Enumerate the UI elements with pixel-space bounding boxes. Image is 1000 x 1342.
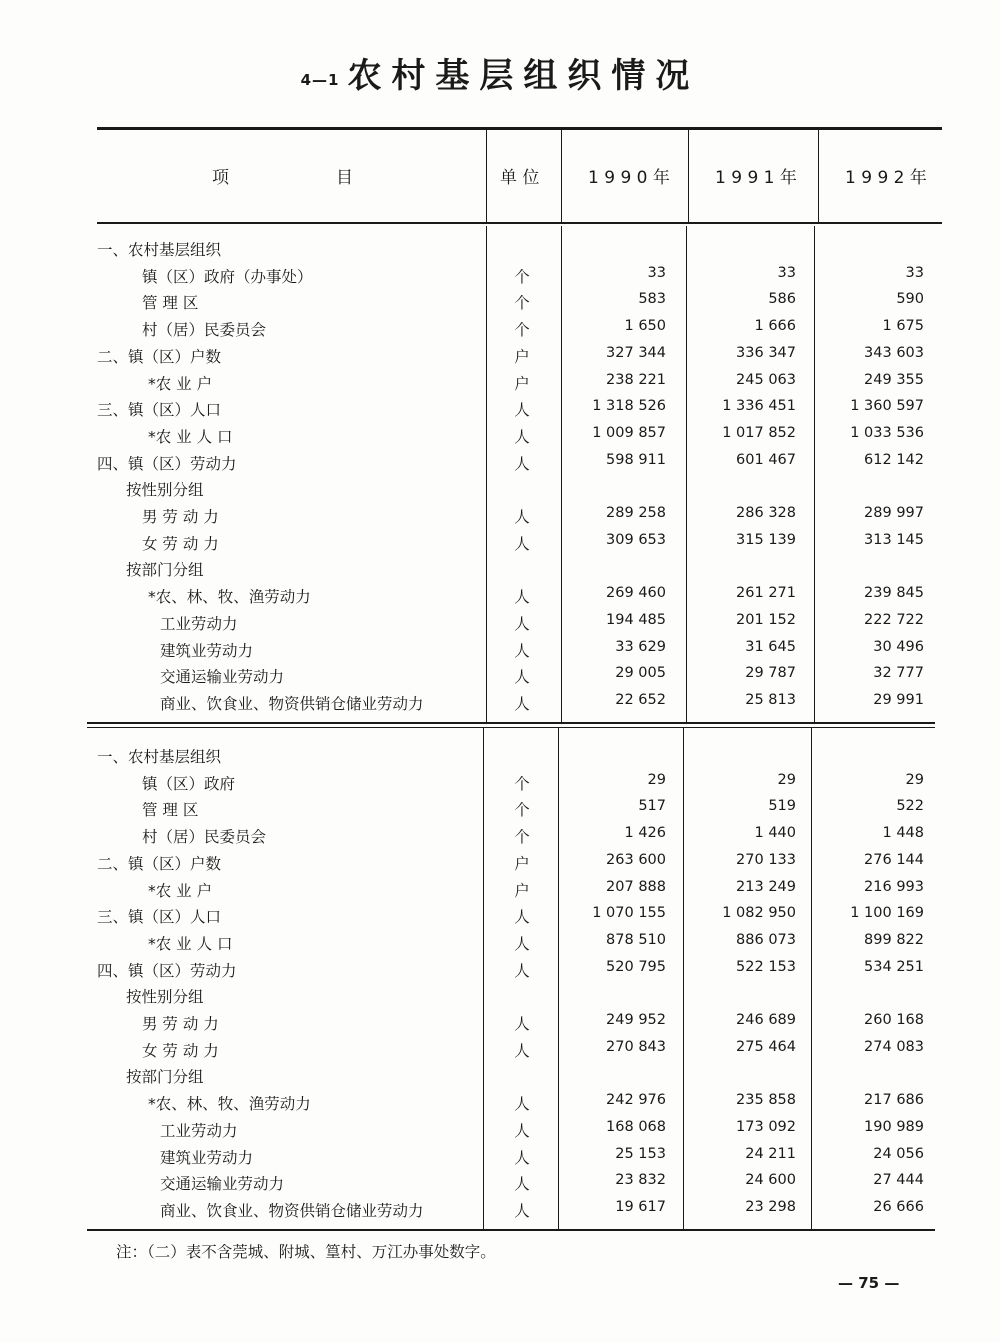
value-1991: 24 600 — [745, 1172, 796, 1189]
row-unit: 个 — [514, 774, 530, 793]
row-label: 二、镇（区）户数 — [97, 347, 222, 366]
row-label: 建筑业劳动力 — [160, 641, 254, 660]
value-1991: 33 — [777, 264, 796, 281]
value-1990: 289 258 — [606, 505, 666, 521]
value-1991: 201 152 — [736, 611, 796, 628]
row-label: 工业劳动力 — [160, 614, 238, 633]
row-unit: 人 — [514, 668, 530, 687]
value-1991: 886 073 — [736, 931, 796, 948]
table-row — [0, 372, 1000, 398]
value-1990: 249 952 — [606, 1012, 666, 1028]
row-label: *农 业 人 口 — [148, 934, 233, 953]
value-1990: 1 009 857 — [592, 424, 666, 441]
value-1990: 327 344 — [606, 344, 666, 361]
row-unit: 人 — [514, 427, 530, 446]
value-1990: 1 318 526 — [592, 398, 666, 415]
value-1992: 216 993 — [864, 878, 924, 895]
value-1990: 1 650 — [624, 318, 666, 335]
value-1991: 235 858 — [736, 1092, 796, 1109]
value-1991: 1 082 950 — [722, 905, 796, 922]
table-row — [0, 425, 1000, 451]
value-1991: 522 153 — [736, 958, 796, 975]
value-1991: 1 440 — [754, 825, 796, 842]
value-1991: 601 467 — [736, 451, 796, 468]
row-unit: 人 — [514, 1175, 530, 1194]
table-row — [0, 692, 1000, 718]
row-unit: 人 — [514, 614, 530, 633]
row-label: 村（居）民委员会 — [142, 828, 267, 847]
column-divider — [486, 130, 487, 222]
value-1990: 263 600 — [606, 851, 666, 868]
section-divider-rule-2 — [87, 727, 935, 728]
value-1992: 1 100 169 — [850, 905, 924, 922]
value-1991: 24 211 — [745, 1145, 796, 1162]
row-unit: 户 — [514, 374, 530, 393]
value-1990: 270 843 — [606, 1038, 666, 1055]
column-divider — [818, 130, 819, 222]
value-1990: 207 888 — [606, 878, 666, 895]
table-row — [0, 1039, 1000, 1065]
table-row — [0, 291, 1000, 317]
value-1990: 29 — [647, 771, 666, 788]
table-row — [0, 665, 1000, 691]
table-row — [0, 932, 1000, 958]
row-unit: 人 — [514, 534, 530, 553]
table-row — [0, 1199, 1000, 1225]
value-1992: 289 997 — [864, 505, 924, 521]
table-row — [0, 1146, 1000, 1172]
table-row — [0, 532, 1000, 558]
value-1992: 260 168 — [864, 1012, 924, 1028]
row-unit: 人 — [514, 641, 530, 660]
row-unit: 人 — [514, 908, 530, 927]
row-unit: 个 — [514, 294, 530, 313]
row-unit: 人 — [514, 1095, 530, 1114]
table-row — [0, 852, 1000, 878]
header-unit: 单 位 — [500, 168, 540, 188]
header-item-right: 目 — [336, 168, 353, 188]
row-unit: 人 — [514, 694, 530, 713]
row-unit: 人 — [514, 401, 530, 420]
table-row — [0, 745, 1000, 771]
value-1992: 522 — [896, 798, 924, 815]
row-label: 四、镇（区）劳动力 — [97, 454, 237, 473]
row-unit: 人 — [514, 1148, 530, 1167]
row-label: 镇（区）政府 — [142, 774, 236, 793]
table-row — [0, 1012, 1000, 1038]
value-1992: 343 603 — [864, 344, 924, 361]
row-label: 三、镇（区）人口 — [97, 401, 222, 420]
value-1992: 899 822 — [864, 931, 924, 948]
value-1990: 269 460 — [606, 585, 666, 602]
header-year-1990: 1 9 9 0 年 — [588, 168, 670, 188]
table-row — [0, 1092, 1000, 1118]
value-1991: 519 — [768, 798, 796, 815]
row-unit: 人 — [514, 588, 530, 607]
value-1991: 245 063 — [736, 371, 796, 388]
section-divider-rule — [87, 722, 935, 724]
row-label: 建筑业劳动力 — [160, 1148, 254, 1167]
value-1990: 29 005 — [615, 665, 666, 682]
value-1991: 315 139 — [736, 531, 796, 548]
row-unit: 个 — [514, 828, 530, 847]
table-row — [0, 905, 1000, 931]
row-unit: 人 — [514, 1201, 530, 1220]
value-1990: 598 911 — [606, 451, 666, 468]
table-row — [0, 959, 1000, 985]
value-1992: 27 444 — [873, 1172, 924, 1189]
value-1991: 286 328 — [736, 505, 796, 521]
value-1992: 276 144 — [864, 851, 924, 868]
row-label: 商业、饮食业、物资供销仓储业劳动力 — [160, 1201, 424, 1220]
column-divider — [561, 130, 562, 222]
table-row — [0, 452, 1000, 478]
row-label: 按性别分组 — [126, 481, 204, 500]
value-1991: 25 813 — [745, 691, 796, 708]
row-label: 按部门分组 — [126, 1068, 204, 1087]
value-1990: 25 153 — [615, 1145, 666, 1162]
row-unit: 户 — [514, 881, 530, 900]
row-unit: 人 — [514, 1041, 530, 1060]
row-unit: 个 — [514, 321, 530, 340]
row-unit: 个 — [514, 801, 530, 820]
value-1990: 22 652 — [615, 691, 666, 708]
value-1992: 590 — [896, 291, 924, 308]
value-1992: 313 145 — [864, 531, 924, 548]
value-1991: 23 298 — [745, 1198, 796, 1215]
value-1992: 274 083 — [864, 1038, 924, 1055]
value-1991: 246 689 — [736, 1012, 796, 1028]
value-1991: 270 133 — [736, 851, 796, 868]
value-1990: 168 068 — [606, 1118, 666, 1135]
table-row — [0, 825, 1000, 851]
row-unit: 户 — [514, 347, 530, 366]
value-1991: 261 271 — [736, 585, 796, 602]
row-label: 村（居）民委员会 — [142, 321, 267, 340]
table-row — [0, 612, 1000, 638]
table-row — [0, 879, 1000, 905]
value-1992: 30 496 — [873, 638, 924, 655]
row-label: 交通运输业劳动力 — [160, 668, 285, 687]
value-1992: 33 — [905, 264, 924, 281]
row-label: *农、林、牧、渔劳动力 — [148, 588, 311, 607]
value-1991: 336 347 — [736, 344, 796, 361]
value-1990: 23 832 — [615, 1172, 666, 1189]
row-label: 女 劳 动 力 — [142, 534, 219, 553]
value-1992: 249 355 — [864, 371, 924, 388]
value-1990: 242 976 — [606, 1092, 666, 1109]
table-row — [0, 1119, 1000, 1145]
header-year-1992: 1 9 9 2 年 — [845, 168, 927, 188]
top-rule — [97, 127, 942, 130]
header-year-1991: 1 9 9 1 年 — [715, 168, 797, 188]
row-unit: 户 — [514, 854, 530, 873]
value-1990: 517 — [638, 798, 666, 815]
value-1991: 1 336 451 — [722, 398, 796, 415]
bottom-rule — [87, 1229, 935, 1231]
value-1990: 33 629 — [615, 638, 666, 655]
value-1990: 520 795 — [606, 958, 666, 975]
row-unit: 人 — [514, 508, 530, 526]
row-label: 交通运输业劳动力 — [160, 1175, 285, 1194]
table-row — [0, 772, 1000, 798]
value-1990: 19 617 — [615, 1198, 666, 1215]
row-label: 男 劳 动 力 — [142, 508, 219, 526]
value-1992: 32 777 — [873, 665, 924, 682]
value-1992: 1 675 — [882, 318, 924, 335]
footnote: 注：（二）表不含莞城、附城、篁村、万江办事处数字。 — [116, 1243, 496, 1261]
row-label: 一、农村基层组织 — [97, 241, 222, 259]
table-row — [0, 1065, 1000, 1091]
value-1990: 194 485 — [606, 611, 666, 628]
table-row — [0, 478, 1000, 504]
value-1992: 612 142 — [864, 451, 924, 468]
row-label: *农 业 户 — [148, 881, 213, 900]
row-label: 按部门分组 — [126, 561, 204, 580]
value-1991: 213 249 — [736, 878, 796, 895]
row-label: 三、镇（区）人口 — [97, 908, 222, 927]
value-1992: 1 360 597 — [850, 398, 924, 415]
value-1991: 173 092 — [736, 1118, 796, 1135]
row-label: 管 理 区 — [142, 294, 199, 313]
row-label: *农、林、牧、渔劳动力 — [148, 1095, 311, 1114]
value-1990: 309 653 — [606, 531, 666, 548]
row-label: 一、农村基层组织 — [97, 748, 222, 766]
value-1990: 33 — [647, 264, 666, 281]
header-item-left: 项 — [212, 168, 229, 188]
row-label: 四、镇（区）劳动力 — [97, 961, 237, 980]
table-row — [0, 505, 1000, 531]
page-number: — 75 — — [838, 1274, 900, 1292]
table-title: 农村基层组织情况 — [347, 56, 700, 96]
value-1991: 275 464 — [736, 1038, 796, 1055]
table-row — [0, 1172, 1000, 1198]
value-1992: 26 666 — [873, 1198, 924, 1215]
value-1990: 1 426 — [624, 825, 666, 842]
value-1990: 878 510 — [606, 931, 666, 948]
table-row — [0, 985, 1000, 1011]
row-label: 商业、饮食业、物资供销仓储业劳动力 — [160, 694, 424, 713]
header-rule — [97, 222, 942, 224]
row-unit: 个 — [514, 267, 530, 286]
value-1992: 1 448 — [882, 825, 924, 842]
value-1991: 1 017 852 — [722, 424, 796, 441]
table-row — [0, 558, 1000, 584]
value-1992: 534 251 — [864, 958, 924, 975]
row-unit: 人 — [514, 454, 530, 473]
table-number: 4—1 — [300, 71, 340, 89]
table-row — [0, 265, 1000, 291]
value-1992: 190 989 — [864, 1118, 924, 1135]
value-1992: 217 686 — [864, 1092, 924, 1109]
row-label: *农 业 户 — [148, 374, 213, 393]
row-label: 镇（区）政府（办事处） — [142, 267, 313, 286]
row-label: 工业劳动力 — [160, 1121, 238, 1140]
value-1992: 239 845 — [864, 585, 924, 602]
table-row — [0, 238, 1000, 264]
value-1992: 29 991 — [873, 691, 924, 708]
row-unit: 人 — [514, 1121, 530, 1140]
table-row — [0, 345, 1000, 371]
value-1991: 31 645 — [745, 638, 796, 655]
row-label: 管 理 区 — [142, 801, 199, 820]
value-1991: 586 — [768, 291, 796, 308]
value-1990: 583 — [638, 291, 666, 308]
row-label: 二、镇（区）户数 — [97, 854, 222, 873]
row-label: 女 劳 动 力 — [142, 1041, 219, 1060]
page-title — [0, 48, 1000, 97]
table-row — [0, 398, 1000, 424]
row-label: 男 劳 动 力 — [142, 1015, 219, 1033]
row-unit: 人 — [514, 1015, 530, 1033]
value-1992: 1 033 536 — [850, 424, 924, 441]
value-1990: 238 221 — [606, 371, 666, 388]
row-label: *农 业 人 口 — [148, 427, 233, 446]
table-row — [0, 318, 1000, 344]
row-unit: 人 — [514, 934, 530, 953]
value-1992: 29 — [905, 771, 924, 788]
value-1991: 29 787 — [745, 665, 796, 682]
row-label: 按性别分组 — [126, 988, 204, 1007]
column-divider — [688, 130, 689, 222]
value-1992: 24 056 — [873, 1145, 924, 1162]
value-1990: 1 070 155 — [592, 905, 666, 922]
value-1992: 222 722 — [864, 611, 924, 628]
table-row — [0, 585, 1000, 611]
table-row — [0, 798, 1000, 824]
table-row — [0, 639, 1000, 665]
value-1991: 1 666 — [754, 318, 796, 335]
value-1991: 29 — [777, 771, 796, 788]
row-unit: 人 — [514, 961, 530, 980]
